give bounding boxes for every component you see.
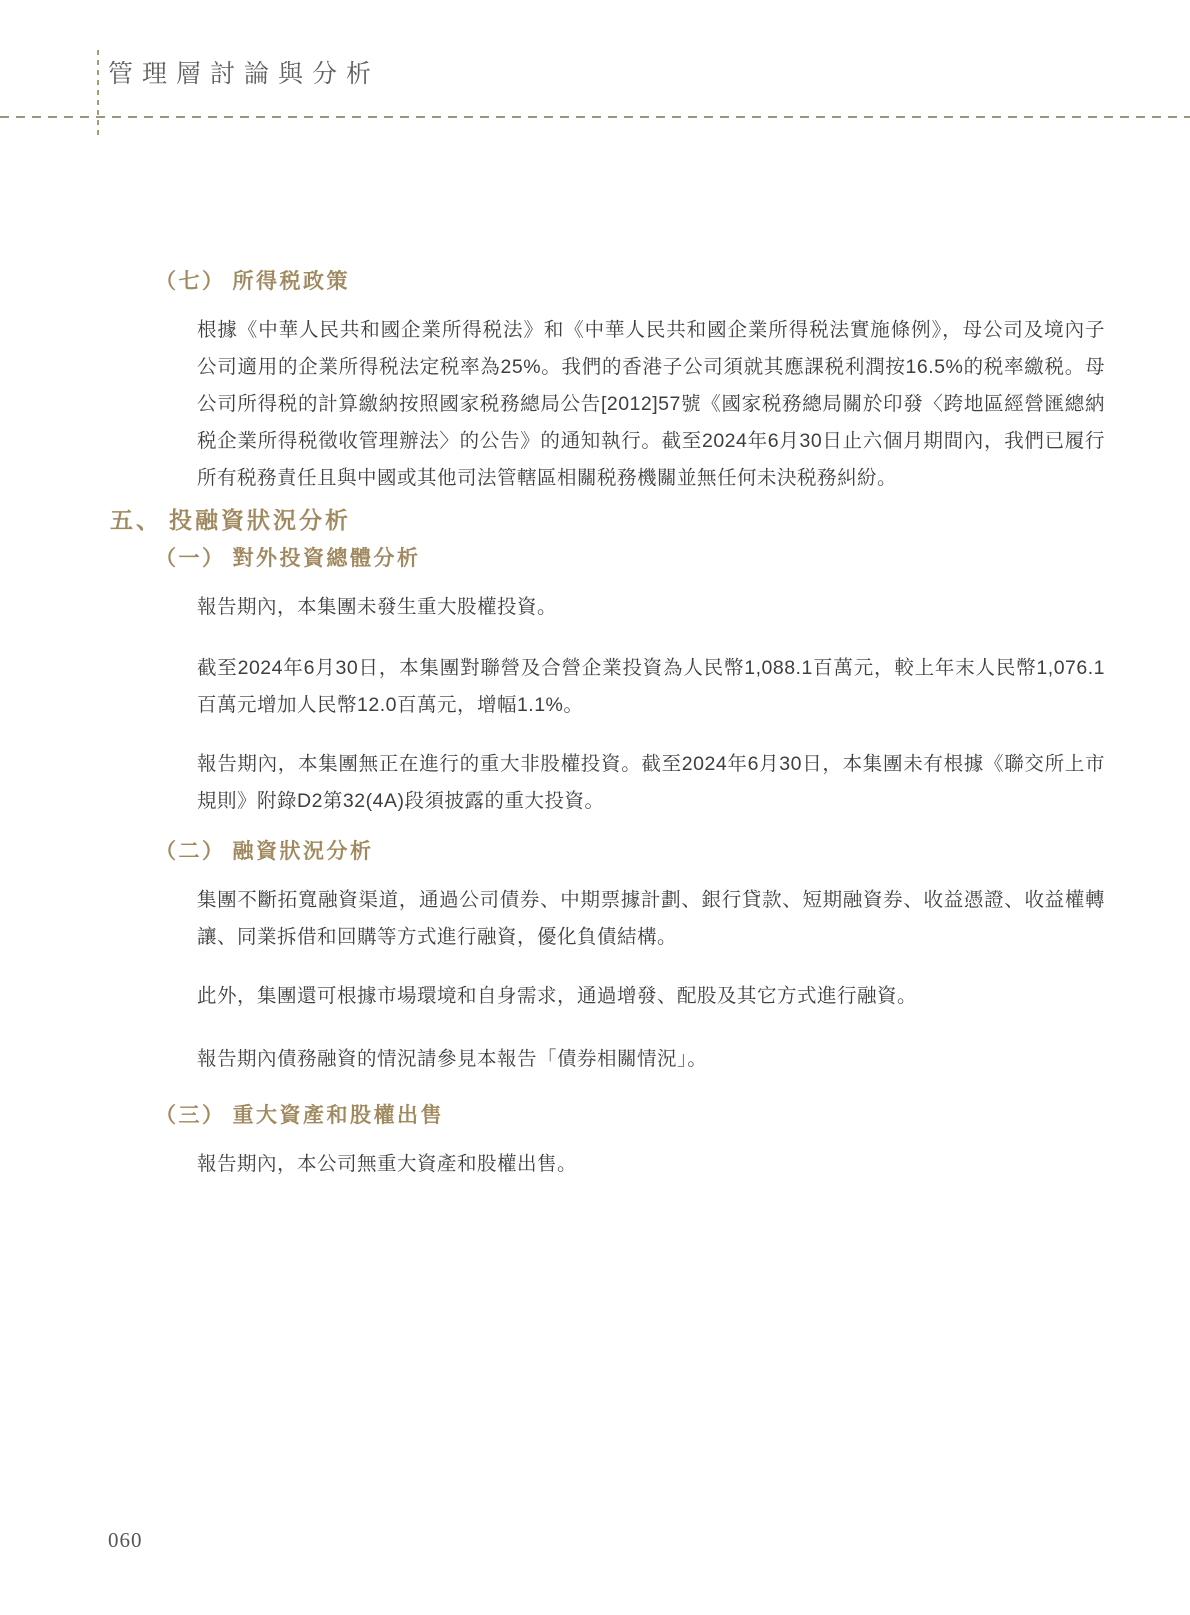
section-title: 對外投資總體分析 xyxy=(232,547,421,570)
paragraph-outbound-investment-2: 截至2024年6月30日，本集團對聯營及合營企業投資為人民幣1,088.1百萬元，較上年末人民幣1,076.1百萬元增加人民幣12.0百萬元，增幅1.1%。 xyxy=(197,657,1105,716)
page-number: 060 xyxy=(108,1528,143,1552)
section-number: （三） xyxy=(155,1104,226,1127)
paragraph-tax-policy: 根據《中華人民共和國企業所得税法》和《中華人民共和國企業所得税法實施條例》，母公司及境內子公司適用的企業所得税法定税率為25%。我們的香港子公司須就其應課税利潤按16.5%的税率繳税。母公司所得税的計算繳納按照國家税務總局公告[2012]57號《國家税務總局關於印發〈跨地區經營匯總納税企業所得税徵收管理辦法〉的公告》的通知執行。截至2024年6月30日止六個月期間內，我們已履行所有税務責任且與中國或其他司法管轄區相關税務機關並無任何未決税務糾紛。 xyxy=(197,319,1105,489)
section-number: （一） xyxy=(155,547,226,570)
section-heading-tax-policy xyxy=(155,268,1190,296)
paragraph-asset-sale-1: 報告期內，本公司無重大資產和股權出售。 xyxy=(197,1153,578,1175)
section-number: （二） xyxy=(155,840,226,863)
section-number: （七） xyxy=(155,270,226,293)
section-title: 所得税政策 xyxy=(232,270,350,293)
section-heading-outbound-investment xyxy=(155,545,1190,573)
horizontal-dash-line xyxy=(0,116,1190,118)
chapter-number: 五、 xyxy=(110,507,162,533)
paragraph-financing-1: 集團不斷拓寬融資渠道，通過公司債券、中期票據計劃、銀行貸款、短期融資券、收益憑證、收益權轉讓、同業拆借和回購等方式進行融資，優化負債結構。 xyxy=(197,889,1105,948)
section-title: 重大資產和股權出售 xyxy=(232,1104,444,1127)
chapter-heading-investment-financing xyxy=(110,505,1190,535)
section-heading-financing xyxy=(155,838,1190,866)
section-title: 融資狀況分析 xyxy=(232,840,374,863)
paragraph-outbound-investment-1: 報告期內，本集團未發生重大股權投資。 xyxy=(197,596,558,618)
paragraph-outbound-investment-3: 報告期內，本集團無正在進行的重大非股權投資。截至2024年6月30日，本集團未有根據《聯交所上市規則》附錄D2第32(4A)段須披露的重大投資。 xyxy=(197,753,1105,812)
running-header-title: 管理層討論與分析 xyxy=(108,61,381,88)
section-heading-asset-sale xyxy=(155,1102,1190,1130)
paragraph-financing-3: 報告期內債務融資的情況請參見本報告「債券相關情況」。 xyxy=(197,1048,708,1070)
vertical-dash-line xyxy=(97,50,99,138)
chapter-title: 投融資狀況分析 xyxy=(169,507,351,533)
paragraph-financing-2: 此外，集團還可根據市場環境和自身需求，通過增發、配股及其它方式進行融資。 xyxy=(197,985,918,1007)
